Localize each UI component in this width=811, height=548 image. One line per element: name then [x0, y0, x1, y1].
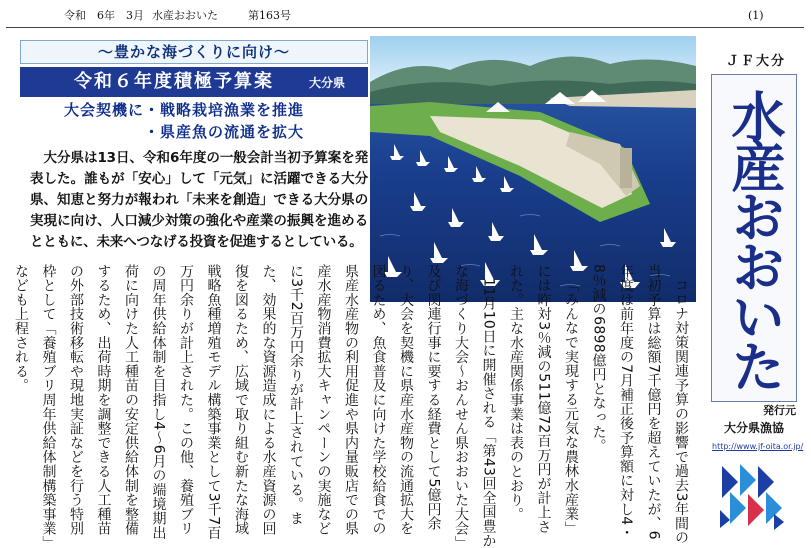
publisher-name: 大分県漁協	[723, 421, 784, 435]
article-body	[13, 264, 694, 548]
publisher-label: 発行元	[763, 404, 796, 417]
jf-label: ＪＦ大分	[725, 54, 786, 69]
paper-name: 水産おおいた	[152, 9, 218, 22]
subheadline	[62, 100, 372, 146]
subheadline-line-1: 大会契機に・戦略栽培漁業を推進	[64, 101, 305, 119]
jf-oita-logo-icon	[716, 458, 788, 532]
subheadline-line-2: ・県産魚の流通を拡大	[144, 123, 305, 141]
header-divider	[6, 27, 804, 28]
lead-paragraph: 大分県は13日、令和6年度の一般会計当初予算案を発表した。誰もが「安心」して「元気」に活躍できる大分県、知恵と努力が報われ「未来を創造」できる大分県の実現に向け、人口減少対策の強化や産業の振興を進めるとともに、未来へつなげる投資を促進するとしている。	[30, 150, 368, 250]
page-number: (1)	[748, 9, 764, 22]
issue-date: 令和 6年 3月	[64, 9, 144, 22]
article-paragraph-2: 「みんなで実現する元気な農林水産業」には昨対3％減の511億72百万円が計上された。主な水産関係事業は表のとおり。	[508, 264, 579, 536]
slogan-banner: ～豊かな海づくりに向け～	[20, 40, 368, 64]
harbor-illustration	[370, 36, 696, 302]
title-banner	[20, 67, 368, 97]
article-paragraph-3: 11月10日に開催される「第43回全国豊かな海づくり大会～おんせん県おおいた大会」及び関連行事に要する経費として5億円余り、大会を契機に県産水産物の流通拡大を図るため、魚食普及に向けた学校給食での県産水産物の利用促進や県内量販店での県産水産物消費拡大キャンペーンの実施などに3千2百万円余りが計上されている。また、効果的な資源造成による水産資源の回復を図るため、広域で取り組む新たな海域戦略魚種増殖モデル構築事業として3千7百万円余りが計上された。この他、養殖ブリの周年供給体制を目指し4～6月の端境期出荷に向けた人工種苗の安定供給体制を整備するため、出荷時期を調整できる人工種苗の外部技術移転や現地実証などを行う特別枠として「養殖ブリ周年供給体制構築事業」なども上程される。	[13, 264, 497, 548]
page-header	[0, 0, 811, 28]
headline-prefecture: 大分県	[309, 76, 346, 90]
headline-title: 令和６年度積極予算案	[74, 71, 274, 92]
website-link[interactable]: http://www.jf-oita.or.jp/	[712, 442, 804, 451]
masthead-title: 水産おおいた	[723, 89, 786, 389]
masthead-box	[711, 74, 797, 402]
article-paragraph-1: コロナ対策関連予算の影響で過去3年間の当初予算は総額7千億円を超えていたが、6年度は前年度の7月補正後予算額に対し4・8％減の6898億円となった。	[590, 264, 689, 545]
issue-number: 第163号	[248, 9, 291, 22]
